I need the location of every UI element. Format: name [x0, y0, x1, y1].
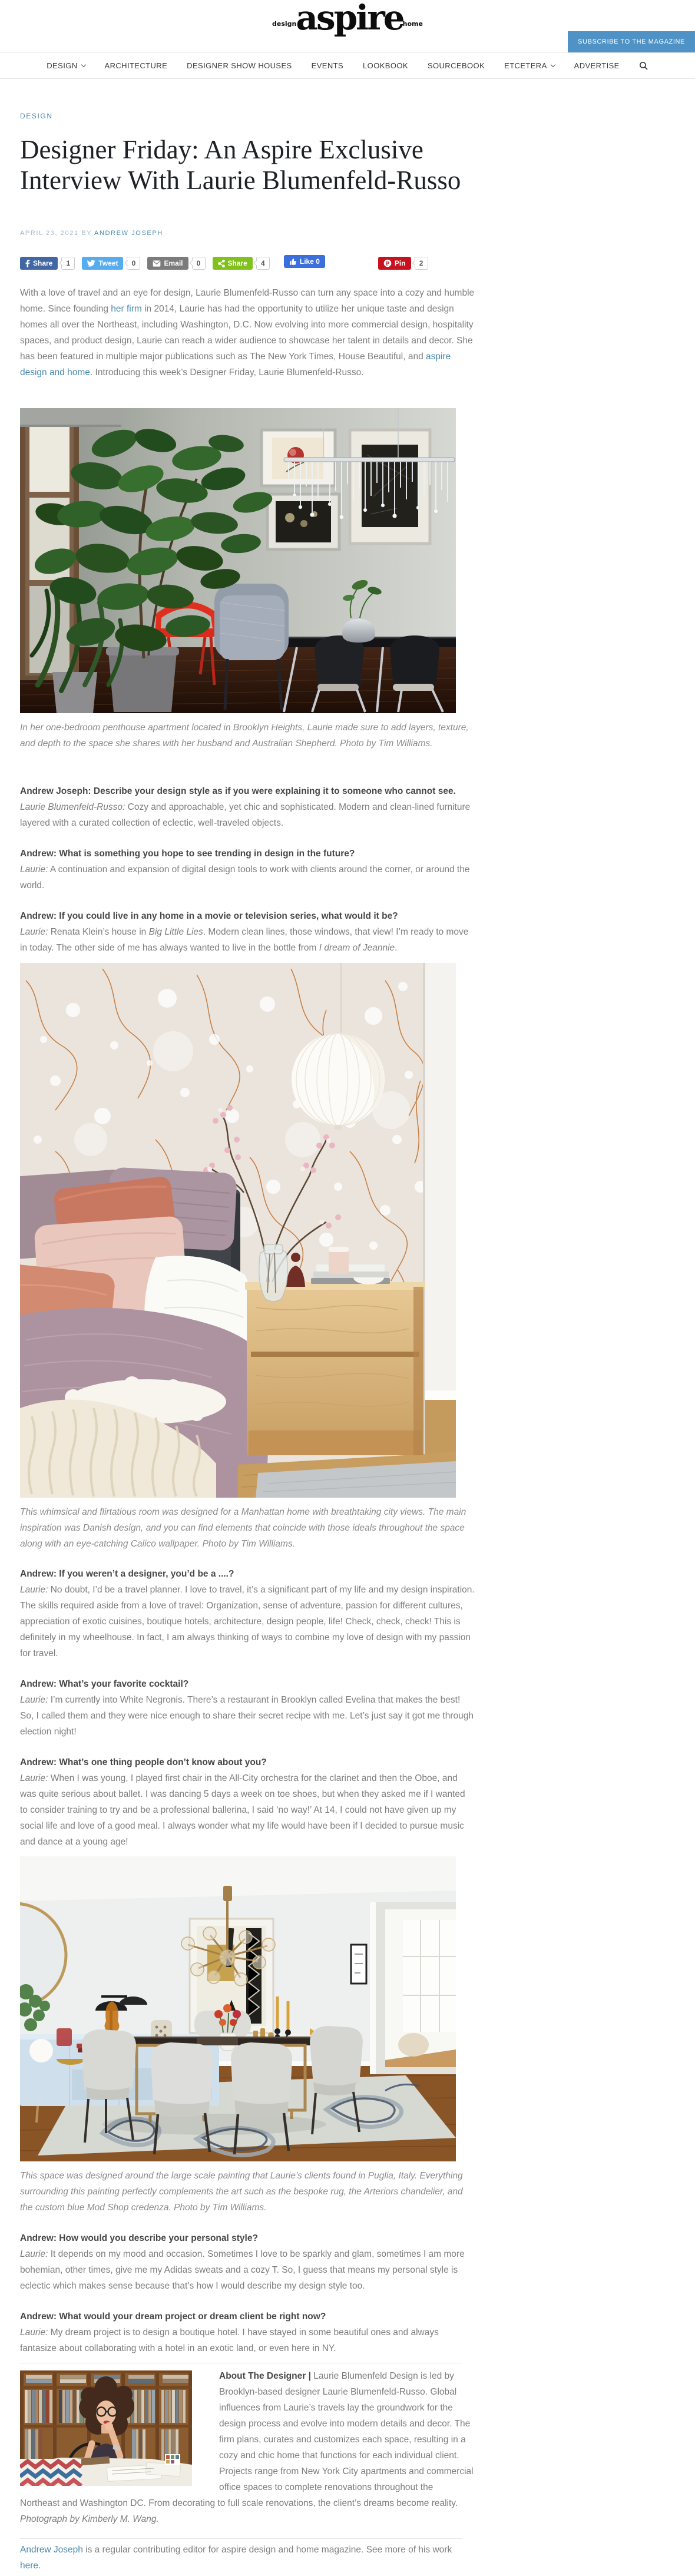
text-segment: . [38, 2561, 41, 2571]
text-segment: Laurie Blumenfeld-Russo: [20, 802, 125, 812]
interview-answer [20, 2325, 475, 2356]
figure-caption: In her one-bedroom penthouse apartment located in Brooklyn Heights, Laurie made sure to add layers, texture, and depth to the space she shares with her husband and Australian Shepherd. Photo by Tim Williams. [20, 723, 469, 749]
text-segment: When I was young, I played first chair in the All-City orchestra for the clarinet and then the Oboe, and was quite serious about ballet. I was dancing 5 days a week on toe shoes, but when they asked me if I wanted to consider training to try and be a professional ballerina, I said ‘no way!’ At 14, I could not have given up my social life and love of a good meal. I always wonder what my life would have been if I decided to pursue music and dance at a young age! [20, 1773, 465, 1847]
generic-share-widget [213, 257, 270, 270]
site-header [0, 0, 695, 78]
text-segment: Laurie: [20, 2327, 48, 2337]
figure-dining-nook [20, 408, 469, 751]
facebook-like-widget [284, 259, 325, 268]
interview-answer [20, 924, 475, 956]
facebook-icon [25, 260, 30, 267]
nav-item-label: ARCHITECTURE [104, 61, 168, 70]
text-segment: Laurie: [20, 927, 48, 937]
interview-question: Andrew: How would you describe your personal style? [20, 2233, 258, 2243]
share-button[interactable]: Share [213, 257, 253, 270]
andrew-joseph-link[interactable]: Andrew Joseph [20, 2545, 83, 2555]
envelope-icon [153, 260, 161, 267]
text-segment: Laurie Blumenfeld Design is led by Brooklyn-based designer Laurie Blumenfeld-Russo. Global influences from Laurie’s travels lay the groundwork for the design process and evolve into modern details and decor. The firm plans, curates and customizes each space, resulting in a cozy and chic home that functions for each individual client. Projects range from New York City apartments and commercial office spaces to complete renovations throughout the Northeast and Washington DC. From decorating to full scale renovations, the client’s dreams become reality. [20, 2371, 474, 2508]
qa-block [20, 846, 475, 893]
facebook-share-widget [20, 257, 75, 270]
text-segment: Laurie: [20, 1695, 48, 1705]
text-segment: Cozy and approachable, yet chic and sophisticated. Modern and clean-lined furniture layered with a curated collection of eclectic, well-traveled objects. [20, 802, 471, 828]
thumbs-up-icon [289, 258, 297, 266]
interview-answer [20, 1692, 475, 1740]
qa-section-2 [20, 1566, 475, 1865]
nav-item-sourcebook[interactable] [428, 61, 485, 70]
site-logo[interactable] [272, 0, 423, 38]
text-segment: With a love of travel and an eye for design, Laurie Blumenfeld-Russo can turn any space into a cozy and humble home. Since founding [20, 288, 475, 314]
dining-room-photo [20, 1856, 456, 2161]
nav-item-label: DESIGNER SHOW HOUSES [187, 61, 292, 70]
qa-block [20, 1566, 475, 1661]
contributor-note [20, 2542, 475, 2574]
interview-answer [20, 1582, 475, 1661]
figure-caption: This whimsical and flirtatious room was designed for a Manhattan home with breathtaking city views. The main inspiration was Danish design, and you can find elements that coincide with those ideals throughout the space along with an eye-catching Calico wallpaper. Photo by Tim Williams. [20, 1507, 466, 1549]
nav-item-label: ETCETERA [504, 61, 547, 70]
text-segment: in 2014, Laurie has had the opportunity to utilize her unique taste and design homes all over the Northeast, including Washington, D.C. Now evolving into more commercial design, hospitality spaces, and product design, Laurie can reach a wider audience to showcase her talent in details and decor. She has been featured in multiple major publications such as The New York Times, House Beautiful, and [20, 304, 474, 362]
interview-question: Andrew: If you could live in any home in a movie or television series, what would it be? [20, 911, 398, 921]
figure-dining-room [20, 1856, 463, 2216]
email-button[interactable]: Email [147, 257, 188, 270]
divider [20, 2538, 462, 2539]
svg-text:P: P [385, 260, 389, 267]
qa-section-1 [20, 783, 475, 971]
text-segment: Laurie: [20, 2249, 48, 2259]
byline [20, 230, 163, 237]
qa-block [20, 2230, 475, 2294]
qa-block [20, 2309, 475, 2356]
pinterest-share-widget [332, 257, 428, 270]
text-segment: Laurie: [20, 865, 48, 875]
nav-item-label: ADVERTISE [574, 61, 620, 70]
nav-item-events[interactable] [312, 61, 343, 70]
logo-prefix: design [272, 20, 297, 28]
nav-item-label: EVENTS [311, 61, 344, 70]
about-the-designer [20, 2368, 475, 2527]
figure-bedroom [20, 963, 466, 1552]
tweet-button[interactable]: Tweet [82, 257, 123, 270]
byline-date: APRIL 23, 2021 BY [20, 230, 95, 237]
share-row [20, 257, 428, 270]
nav-item-etcetera[interactable] [504, 61, 555, 70]
intro-paragraph [20, 285, 475, 380]
main-nav [0, 53, 695, 79]
text-segment: It depends on my mood and occasion. Sometimes I love to be sparkly and glam, sometimes I am more bohemian, other times, give me my Adidas sweats and a cozy T. So, I guess that means my personal style is eclectic which makes sense because that’s how I would describe my design style too. [20, 2249, 465, 2291]
nav-item-label: DESIGN [47, 61, 78, 70]
page-title: Designer Friday: An Aspire Exclusive Interview With Laurie Blumenfeld-Russo [20, 135, 461, 195]
chevron-down-icon [81, 62, 85, 67]
her-firm-link[interactable]: her firm [111, 304, 142, 314]
text-segment: A continuation and expansion of digital design tools to work with clients around the corner, or around the world. [20, 865, 470, 890]
interview-answer [20, 799, 475, 831]
search-icon [639, 61, 648, 71]
text-segment: Renata Klein’s house in [48, 927, 149, 937]
facebook-share-button[interactable]: Share [20, 257, 58, 270]
facebook-share-count: 1 [61, 257, 75, 270]
interview-answer [20, 1770, 475, 1850]
text-segment: About The Designer | [219, 2371, 314, 2381]
interview-answer [20, 2246, 475, 2294]
here-link[interactable]: here [20, 2561, 39, 2571]
qa-block [20, 1754, 475, 1850]
category-link[interactable]: DESIGN [20, 112, 53, 120]
subscribe-button[interactable]: SUBSCRIBE TO THE MAGAZINE [568, 31, 695, 52]
text-segment: . [395, 943, 398, 953]
logo-row [0, 0, 695, 53]
nav-item-label: SOURCEBOOK [427, 61, 485, 70]
logo-suffix: home [402, 20, 423, 28]
interview-question: Andrew: What is something you hope to see trending in design in the future? [20, 849, 355, 859]
text-segment: Laurie: [20, 1773, 48, 1783]
twitter-bird-icon [87, 260, 95, 267]
interview-question: Andrew: If you weren’t a designer, you’d be a ....? [20, 1569, 234, 1579]
share-count: 4 [256, 257, 270, 270]
search-button[interactable] [639, 61, 648, 71]
text-segment: I dream of Jeannie [319, 943, 395, 953]
interview-question: Andrew: What’s one thing people don’t know about you? [20, 1757, 267, 1767]
email-count: 0 [192, 257, 206, 270]
interview-answer [20, 862, 475, 893]
byline-author-link[interactable]: ANDREW JOSEPH [94, 230, 163, 237]
chevron-down-icon [550, 62, 555, 67]
text-segment: My dream project is to design a boutique hotel. I have stayed in some beautiful ones and always fantasize about collaborating with a hotel in an exotic land, or even here in NY. [20, 2327, 439, 2353]
text-segment: I’m currently into White Negronis. There’s a restaurant in Brooklyn called Evelina that makes the best! So, I called them and they were nice enough to share their secret recipe with me. Let’s just say it got me through election night! [20, 1695, 474, 1737]
share-nodes-icon [218, 260, 225, 267]
aspire-design-and-home-link[interactable]: aspire design and home [20, 352, 451, 378]
text-segment: No doubt, I’d be a travel planner. I love to travel, it’s a significant part of my life and my design inspiration. The skills required aside from a love of travel: Organization, sense of adventure, passion for different cultures, appreciation of exotic cuisines, boutique hotels, architecture, design people, life! Check, check, check! This is definitely in my wheelhouse. In fact, I am always thinking of ways to combine my love of design with my passion for travel. [20, 1585, 475, 1658]
qa-block [20, 908, 475, 956]
text-segment: is a regular contributing editor for aspire design and home magazine. See more of his work [82, 2545, 452, 2555]
pinterest-icon [383, 259, 392, 267]
bedroom-photo [20, 963, 456, 1498]
text-segment: Laurie: [20, 1585, 48, 1595]
tweet-count: 0 [127, 257, 140, 270]
qa-block [20, 1676, 475, 1740]
email-share-widget [147, 257, 205, 270]
nav-item-lookbook[interactable] [363, 61, 408, 70]
nav-item-design[interactable] [47, 61, 85, 70]
text-segment: Photograph by Kimberly M. Wang. [20, 2514, 159, 2524]
interview-question: Andrew Joseph: Describe your design style as if you were explaining it to someone who cannot see. [20, 786, 456, 796]
text-segment: . Modern clean lines, those windows, that view! I’m ready to move in today. The other side of me has always wanted to live in the bottle from [20, 927, 469, 953]
nav-item-label: LOOKBOOK [363, 61, 408, 70]
qa-block [20, 783, 475, 831]
qa-section-3 [20, 2230, 475, 2371]
laurie-portrait-photo [20, 2370, 192, 2486]
nav-item-architecture[interactable] [105, 61, 168, 70]
nav-item-advertise[interactable] [574, 61, 620, 70]
pin-count: 2 [415, 257, 428, 270]
dining-nook-photo [20, 408, 456, 713]
interview-question: Andrew: What’s your favorite cocktail? [20, 1679, 189, 1689]
text-segment: Big Little Lies [148, 927, 203, 937]
interview-question: Andrew: What would your dream project or dream client be right now? [20, 2312, 326, 2322]
twitter-share-widget [82, 257, 140, 270]
figure-caption: This space was designed around the large scale painting that Laurie’s clients found in Puglia, Italy. Everything surrounding this painting perfectly complements the art such as the bespoke rug, the Arteriors chandelier, and the custom blue Mod Shop credenza. Photo by Tim Williams. [20, 2171, 463, 2213]
pin-button[interactable]: P Pin [378, 257, 411, 270]
nav-item-designer-show-houses[interactable] [187, 61, 292, 70]
logo-wordmark: aspire [296, 0, 403, 38]
text-segment: . Introducing this week’s Designer Friday, Laurie Blumenfeld-Russo. [90, 367, 364, 378]
like-button[interactable]: Like 0 [284, 255, 325, 268]
